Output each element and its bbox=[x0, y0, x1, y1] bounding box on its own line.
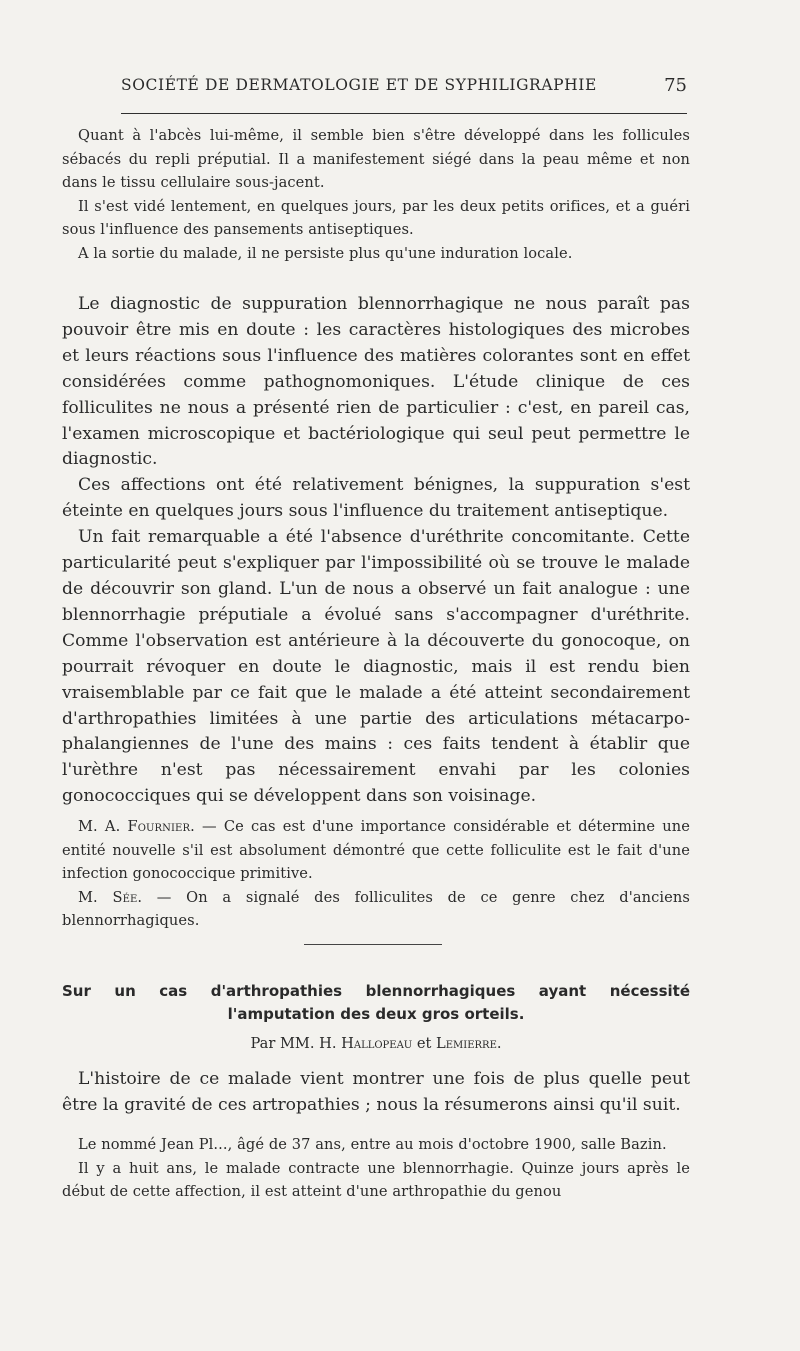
paragraph: Quant à l'abcès lui-même, il semble bien s'être développé dans les follicules sébacés du repli préputial. Il a manifestement siégé dans la peau même et non dans le tissu cellulaire sous-jacent. bbox=[62, 127, 690, 191]
page-number: 75 bbox=[664, 75, 687, 96]
remark-text: . — Ce cas est d'une importance considérable et détermine une entité nouvelle s'il est absolument démontré que cette folliculite est le fait d'une infection gonococcique primitive. bbox=[62, 818, 690, 882]
article-title: Sur un cas d'arthropathies blennorrhagiques ayant nécessité l'amputation des deux gros orteils. bbox=[62, 982, 690, 1023]
authors-prefix: Par MM. H. bbox=[250, 1035, 337, 1052]
paragraph: A la sortie du malade, il ne persiste plus qu'une induration locale. bbox=[78, 244, 573, 262]
article-intro bbox=[62, 1067, 690, 1119]
speaker-name: Sée bbox=[112, 888, 138, 906]
running-title: SOCIÉTÉ DE DERMATOLOGIE ET DE SYPHILIGRAPHIE bbox=[121, 76, 597, 94]
observation-end bbox=[62, 124, 690, 265]
commentary bbox=[62, 292, 690, 810]
discussion-see bbox=[62, 886, 690, 933]
author-name: Lemierre bbox=[436, 1035, 497, 1052]
speaker-prefix: M. bbox=[78, 888, 98, 906]
speaker-name: Fournier bbox=[127, 818, 191, 835]
paragraph: Le nommé Jean Pl..., âgé de 37 ans, entre au mois d'octobre 1900, salle Bazin. bbox=[78, 1136, 667, 1153]
authors-suffix: . bbox=[496, 1035, 502, 1052]
paragraph: Ces affections ont été relativement bénignes, la suppuration s'est éteinte en quelques jours sous l'influence du traitement antiseptique. bbox=[62, 475, 690, 522]
section-separator bbox=[304, 944, 442, 945]
paragraph: Il y a huit ans, le malade contracte une blennorrhagie. Quinze jours après le début de cette affection, il est atteint d'une arthropathie du genou bbox=[62, 1159, 690, 1200]
discussion-fournier bbox=[62, 815, 690, 886]
author-name: Hallopeau bbox=[341, 1035, 413, 1052]
paragraph: Il s'est vidé lentement, en quelques jours, par les deux petits orifices, et a guéri sous l'influence des pansements antiseptiques. bbox=[62, 197, 690, 238]
paragraph: Un fait remarquable a été l'absence d'uréthrite concomitante. Cette particularité peut s'expliquer par l'impossibilité où se trouve le malade de découvrir son gland. L'un de nous a observé un fait analogue : une blennorrhagie préputiale a évolué sans s'accompagner d'uréthrite. Comme l'observation est antérieure à la découverte du gonocoque, on pourrait révoquer en doute le diagnostic, mais il est rendu bien vraisemblable par ce fait que le malade a été atteint secondairement d'arthropathies limitées à une partie des articulations métacarpo-phalangiennes de l'une des mains : ces faits tendent à établir que l'urèthre n'est pas nécessairement envahi par les colonies gonococciques qui se développent dans son voisinage. bbox=[62, 527, 690, 807]
header-rule bbox=[121, 113, 687, 114]
discussion bbox=[62, 815, 690, 933]
article-authors bbox=[62, 1035, 690, 1052]
authors-join: et bbox=[416, 1035, 432, 1052]
case-report bbox=[62, 1133, 690, 1204]
remark-text: . — On a signalé des folliculites de ce genre chez d'anciens blennorrhagiques. bbox=[62, 888, 690, 929]
speaker-prefix: M. A. bbox=[78, 818, 121, 835]
paragraph: Le diagnostic de suppuration blennorrhagique ne nous paraît pas pouvoir être mis en doute : les caractères histologiques des microbes et leurs réactions sous l'influence des matières colorantes sont en effet considérées comme pathognomoniques. L'étude clinique de ces folliculites ne nous a présenté rien de particulier : c'est, en pareil cas, l'examen microscopique et bactériologique qui seul peut permettre le diagnostic. bbox=[62, 294, 690, 470]
paragraph: L'histoire de ce malade vient montrer une fois de plus quelle peut être la gravité de ces artropathies ; nous la résumerons ainsi qu'il suit. bbox=[62, 1069, 690, 1115]
